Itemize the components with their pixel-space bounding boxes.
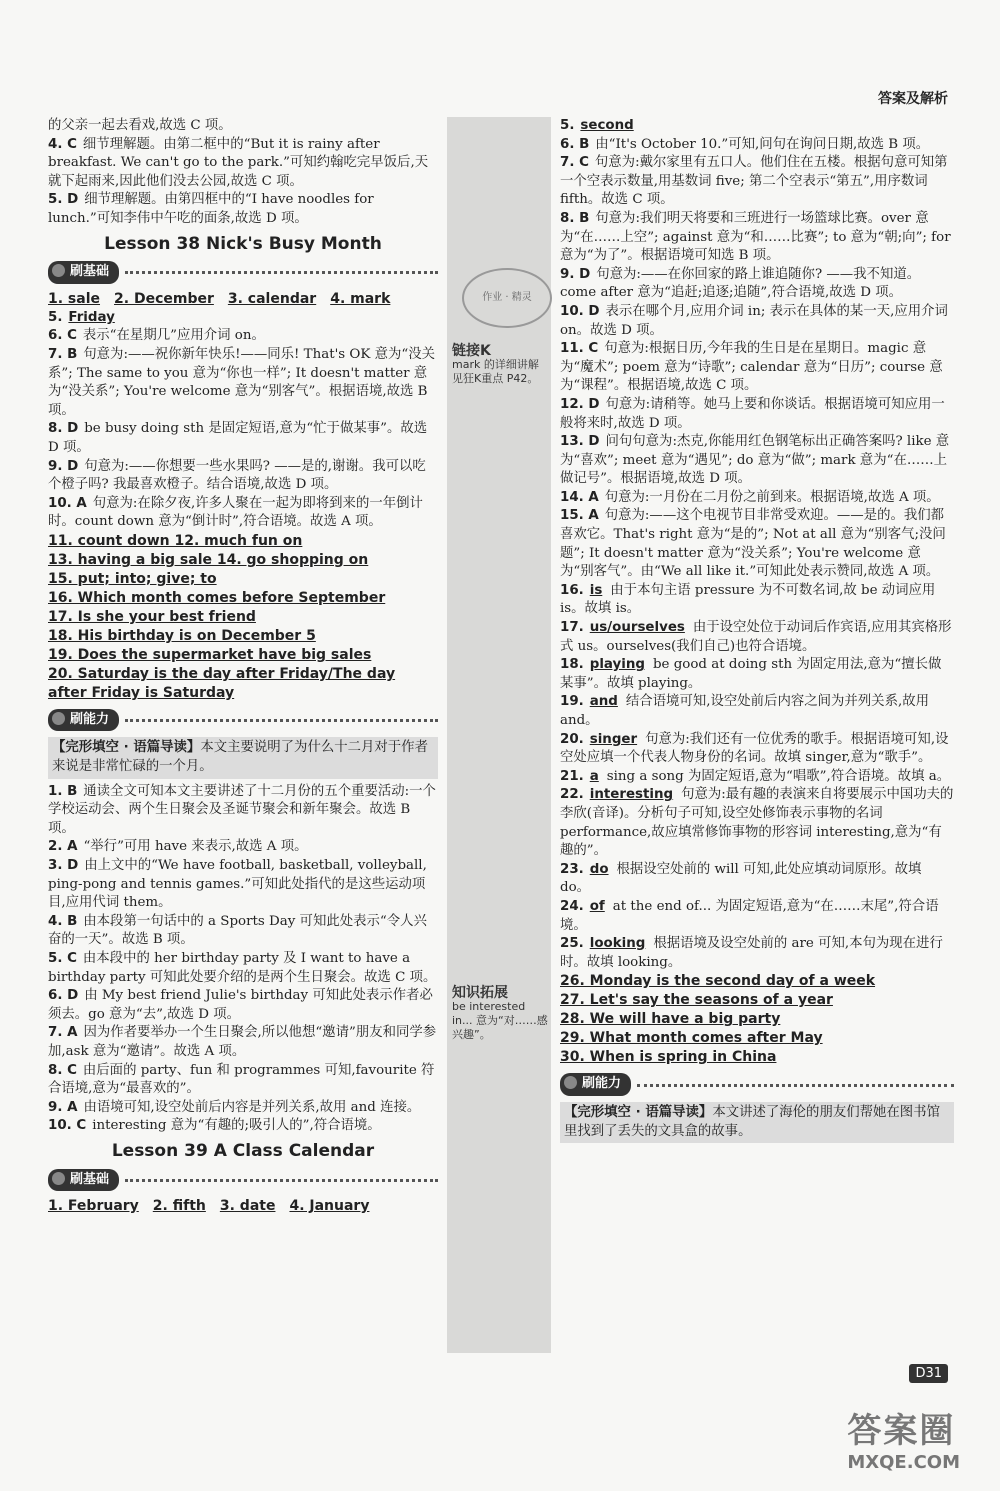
item-answer: singer	[589, 731, 638, 747]
item-explanation: 句意为:根据日历,今年我的生日是在星期日。magic 意为“魔术”; poem 意为“诗歌”; calendar 意为“日历”; course 意为“课程”。根据语境,故选 C 项。	[560, 341, 943, 394]
answer-item	[560, 433, 954, 489]
item-number: 23.	[560, 861, 584, 877]
item-explanation: “举行”可用 have 来表示,故选 A 项。	[83, 839, 308, 855]
answer-text: 1. February	[48, 1198, 139, 1215]
answer-item	[560, 898, 954, 935]
item-number: 5. C	[48, 951, 77, 966]
item-explanation: 句意为:我们还有一位优秀的歌手。根据语境可知,设空处应填一个代表人物身份的名词。故填 singer,意为“歌手”。	[560, 731, 949, 766]
answer-item	[48, 1062, 438, 1099]
answer-item	[560, 786, 954, 860]
answer-text: 2. December	[114, 290, 214, 307]
answer-item	[48, 1117, 438, 1136]
item-number: 11. C	[560, 341, 599, 357]
item-number: 6. B	[560, 136, 590, 152]
item-explanation: 结合语境可知,设空处前后内容之间为并列关系,故用 and。	[560, 694, 929, 728]
item-number: 25.	[560, 936, 584, 952]
item-number: 7. C	[560, 155, 589, 171]
item-answer: us/ourselves	[589, 620, 685, 636]
item-explanation: 细节理解题。由第二框中的“But it is rainy after breakfast. We can't go to the park.”可知约翰吃完早饭后,天就下起雨来,因此他们没去公园,故选 C 项。	[48, 136, 429, 189]
answer-text: 29. What month comes after May	[560, 1030, 823, 1047]
reading-guide-box-right: 【完形填空 · 语篇导读】本文讲述了海伦的朋友们帮她在图书馆里找到了丢失的文具盒的故事。	[560, 1102, 954, 1143]
answer-item	[560, 396, 954, 433]
section-ability: 刷能力	[48, 709, 438, 732]
answer-text: 3. calendar	[227, 290, 317, 307]
item-explanation: 句意为:——祝你新年快乐!——同乐! That's OK 意为“没关系”; The same to you 意为“你也一样”; It doesn't matter 意为“没关系”; You're welcome 意为“别客气”。根据语境,故选 B 项。	[48, 346, 436, 418]
answer-item	[48, 136, 438, 192]
answer-item	[48, 1024, 438, 1061]
item-answer: interesting	[589, 787, 674, 803]
item-explanation: 表示“在星期几”应用介词 on。	[82, 328, 265, 344]
item-number: 6. C	[48, 328, 77, 344]
answer-text: 26. Monday is the second day of a week	[560, 973, 876, 990]
item-number: 2. A	[48, 839, 78, 855]
answer-text: 27. Let's say the seasons of a year	[560, 992, 833, 1009]
item-answer: Friday	[68, 309, 115, 325]
answer-item	[48, 117, 438, 136]
item-answer: of	[589, 898, 605, 914]
item-number: 15. A	[560, 508, 599, 524]
item-explanation: 由于本句主语 pressure 为不可数名词,故 be 动词应用 is。故填 is。	[560, 582, 936, 617]
answers-line	[48, 290, 438, 309]
item-number: 9. D	[48, 458, 79, 474]
item-explanation: 由本段中的 her birthday party 及 I want to have a birthday party 可知此处要介绍的是两个生日聚会。故选 C 项。	[48, 951, 437, 985]
item-number: 16.	[560, 582, 584, 598]
header-tag: 答案及解析	[878, 91, 948, 107]
answer-line	[48, 532, 438, 551]
answer-line	[48, 646, 438, 665]
answer-text: 17. Is she your best friend	[48, 608, 256, 625]
answer-text: 13. having a big sale 14. go shopping on	[48, 551, 369, 568]
answer-text: 4. mark	[330, 290, 391, 307]
answer-item	[560, 340, 954, 396]
answer-item	[560, 656, 954, 693]
answer-item	[48, 857, 438, 913]
answer-line	[560, 1010, 954, 1029]
item-explanation: be good at doing sth 为固定用法,意为“擅长做某事”。故填 playing。	[560, 657, 942, 691]
item-explanation: 由上文中的“We have football, basketball, volleyball, ping-pong and tennis games.”可知此处指代的是这些运动项目,应用代词 them。	[48, 858, 427, 911]
answer-line	[48, 608, 438, 627]
answer-item	[48, 309, 438, 328]
item-number: 4. B	[48, 913, 78, 929]
site-watermark: 答案圈 MXQE.COM	[847, 1411, 960, 1473]
item-explanation: 句意为:——这个电视节目非常受欢迎。——是的。我们都喜欢它。That's right 意为“是的”; Not at all 意为“别客气;没问题”; It doesn't matter 意为“没关系”; You're welcome 意为“别客气”。由“We all like it.”可知此处表示赞同,故选 A 项。	[560, 508, 946, 580]
item-explanation: 句意为:最有趣的表演来自将要展示中国功夫的李欣(音译)。分析句子可知,设空处修饰表示事物的名词 performance,故应填常修饰事物的形容词 interesting,意为“有趣的”。	[560, 787, 954, 859]
item-number: 12. D	[560, 396, 600, 412]
item-number: 9. A	[48, 1099, 78, 1115]
item-number: 19.	[560, 694, 584, 710]
answer-line	[48, 627, 438, 646]
item-explanation: 表示在哪个月,应用介词 in; 表示在具体的某一天,应用介词 on。故选 D 项。	[560, 303, 948, 338]
item-explanation: 的父亲一起去看戏,故选 C 项。	[48, 118, 232, 133]
item-explanation: 通读全文可知本文主要讲述了十二月份的五个重要活动:一个学校运动会、两个生日聚会及圣诞节聚会和新年聚会。故选 B 项。	[48, 783, 436, 836]
item-explanation: 句意为:一月份在二月份之前到来。根据语境,故选 A 项。	[604, 489, 940, 505]
answer-item	[48, 783, 438, 839]
answer-item	[48, 191, 438, 228]
page-number: D31	[909, 1364, 948, 1383]
item-number: 3. D	[48, 858, 79, 874]
item-explanation: be busy doing sth 是固定短语,意为“忙于做某事”。故选 D 项。	[48, 421, 428, 455]
item-explanation: interesting 意为“有趣的;吸引人的”,符合语境。	[92, 1118, 381, 1134]
answer-text: 16. Which month comes before September	[48, 589, 386, 606]
answer-item	[560, 117, 954, 136]
answer-item	[560, 731, 954, 768]
answer-item	[48, 327, 438, 346]
answer-text: 4. January	[289, 1198, 370, 1215]
item-explanation: 由语境可知,设空处前后内容是并列关系,故用 and 连接。	[83, 1099, 421, 1115]
answer-item	[560, 507, 954, 581]
item-answer: do	[589, 861, 609, 877]
reading-guide-box: 【完形填空 · 语篇导读】本文主要说明了为什么十二月对于作者来说是非常忙碌的一个月。	[48, 737, 438, 778]
answer-text: 3. date	[219, 1198, 276, 1215]
answer-item	[560, 489, 954, 508]
item-explanation: 句意为:在除夕夜,许多人聚在一起为即将到来的一年倒计时。count down 意为“倒计时”,符合语境。故选 A 项。	[48, 495, 423, 530]
answer-line	[48, 589, 438, 608]
item-number: 9. D	[560, 266, 591, 282]
answer-line	[560, 991, 954, 1010]
item-number: 5. D	[48, 192, 79, 208]
answer-text: 11. count down 12. much fun on	[48, 532, 303, 549]
item-explanation: 根据设空处前的 will 可知,此处应填动词原形。故填 do。	[560, 861, 922, 896]
lesson-38-title: Lesson 38 Nick's Busy Month	[104, 233, 382, 254]
side-note-link: 链接K mark 的详细讲解见狂K重点 P42。	[452, 343, 539, 385]
item-number: 21.	[560, 768, 584, 784]
item-number: 22.	[560, 787, 584, 803]
item-number: 5.	[48, 309, 63, 325]
section-basic-39: 刷基础	[48, 1169, 438, 1192]
item-number: 1. B	[48, 783, 78, 799]
answer-item	[560, 303, 954, 340]
item-explanation: 细节理解题。由第四框中的“I have noodles for lunch.”可知李伟中午吃的面条,故选 D 项。	[48, 192, 374, 226]
item-explanation: 句意为:戴尔家里有五口人。他们住在五楼。根据句意可知第一个空表示数量,用基数词 five; 第二个空表示“第五”,用序数词 fifth。故选 C 项。	[560, 155, 948, 208]
answer-line	[48, 551, 438, 570]
answers-line-39	[48, 1197, 438, 1216]
item-number: 18.	[560, 657, 584, 673]
item-number: 8. C	[48, 1062, 77, 1078]
item-answer: and	[589, 694, 618, 710]
item-number: 14. A	[560, 489, 599, 505]
answer-item	[560, 136, 954, 155]
answer-item	[48, 420, 438, 457]
answer-line	[560, 1048, 954, 1067]
item-explanation: 句意为:我们明天将要和三班进行一场篮球比赛。over 意为“在……上空”; against 意为“和……比赛”; to 意为“朝;向”; for 意为“为了”。根据语境可知选 B 项。	[560, 210, 951, 264]
answer-item	[48, 346, 438, 420]
item-explanation: sing a song 为固定短语,意为“唱歌”,符合语境。故填 a。	[606, 768, 951, 784]
item-explanation: 由本段第一句话中的 a Sports Day 可知此处表示“令人兴奋的一天”。故选 B 项。	[48, 913, 427, 948]
item-answer: a	[589, 768, 599, 784]
answer-item	[48, 458, 438, 495]
answer-item	[560, 266, 954, 303]
item-explanation: at the end of... 为固定短语,意为“在……末尾”,符合语境。	[560, 898, 939, 933]
answer-text: 2. fifth	[152, 1198, 206, 1215]
item-answer: playing	[589, 657, 645, 673]
answer-text: 28. We will have a big party	[560, 1011, 781, 1028]
item-number: 24.	[560, 898, 584, 914]
item-number: 10. D	[560, 303, 600, 319]
answer-item	[560, 210, 954, 266]
answer-item	[560, 154, 954, 210]
item-number: 10. C	[48, 1118, 87, 1134]
item-explanation: 由后面的 party、fun 和 programmes 可知,favourite 符合语境,意为“最喜欢的”。	[48, 1062, 435, 1097]
item-number: 5.	[560, 118, 575, 133]
answer-item	[560, 582, 954, 619]
section-ability-right: 刷能力	[560, 1073, 954, 1096]
item-number: 7. B	[48, 346, 78, 362]
answer-line	[560, 972, 954, 991]
item-number: 4. C	[48, 136, 77, 152]
stamp-watermark: 作业 · 精灵	[462, 268, 552, 328]
side-note-knowledge: 知识拓展 be interested in... 意为“对……感兴趣”。	[452, 985, 548, 1041]
item-answer: looking	[589, 936, 646, 952]
item-explanation: 由于设空处位于动词后作宾语,应用其宾格形式 us。ourselves(我们自己)也符合语境。	[560, 620, 952, 654]
answer-item	[48, 950, 438, 987]
answer-text: 30. When is spring in China	[560, 1049, 777, 1066]
item-number: 8. B	[560, 210, 590, 226]
answer-item	[560, 693, 954, 730]
item-answer: second	[580, 118, 634, 133]
item-number: 13. D	[560, 434, 600, 450]
answer-item	[560, 619, 954, 656]
answer-item	[48, 913, 438, 950]
item-explanation: 由 My best friend Julie's birthday 可知此处表示作者必须去。go 意为“去”,故选 D 项。	[48, 988, 433, 1022]
item-explanation: 因为作者要举办一个生日聚会,所以他想“邀请”朋友和同学参加,ask 意为“邀请”。故选 A 项。	[48, 1025, 437, 1059]
item-explanation: 根据语境及设空处前的 are 可知,本句为现在进行时。故填 looking。	[560, 936, 943, 970]
item-explanation: 句意为:——在你回家的路上谁追随你? ——我不知道。come after 意为“追赶;追逐;追随”,符合语境,故选 D 项。	[560, 266, 921, 301]
item-number: 8. D	[48, 421, 79, 437]
answer-text: 1. sale	[48, 290, 101, 307]
answer-item	[48, 495, 438, 532]
answer-line	[48, 665, 438, 703]
answer-text: 15. put; into; give; to	[48, 570, 217, 587]
answer-line	[560, 1029, 954, 1048]
answer-line	[48, 570, 438, 589]
item-explanation: 问句句意为:杰克,你能用红色钢笔标出正确答案吗? like 意为“喜欢”; meet 意为“遇见”; do 意为“做”; mark 意为“在……上做记号”。根据语境,故选 D 项。	[560, 434, 950, 487]
right-column	[560, 117, 954, 1147]
item-number: 17.	[560, 620, 584, 636]
item-number: 6. D	[48, 988, 79, 1004]
answer-item	[48, 987, 438, 1024]
item-number: 7. A	[48, 1025, 78, 1041]
item-explanation: 句意为:请稍等。她马上要和你谈话。根据语境可知应用一般将来时,故选 D 项。	[560, 396, 945, 431]
item-number: 10. A	[48, 495, 87, 511]
answer-text: 18. His birthday is on December 5	[48, 627, 316, 644]
answer-item	[48, 1099, 438, 1118]
answer-item	[560, 861, 954, 898]
section-basic: 刷基础	[48, 261, 438, 284]
item-number: 20.	[560, 731, 584, 747]
item-explanation: 句意为:——你想要一些水果吗? ——是的,谢谢。我可以吃个橙子吗? 我最喜欢橙子。结合语境,故选 D 项。	[48, 458, 426, 493]
item-answer: is	[589, 582, 603, 598]
answer-item	[560, 935, 954, 972]
left-column	[48, 117, 438, 1216]
answer-text: 19. Does the supermarket have big sales	[48, 646, 372, 663]
answer-item	[560, 768, 954, 787]
item-explanation: 由“It's October 10.”可知,问句在询问日期,故选 B 项。	[595, 136, 930, 152]
answer-item	[48, 838, 438, 857]
answer-text: 20. Saturday is the day after Friday/The day after Friday is Saturday	[48, 665, 396, 701]
lesson-39-title: Lesson 39 A Class Calendar	[111, 1140, 375, 1161]
